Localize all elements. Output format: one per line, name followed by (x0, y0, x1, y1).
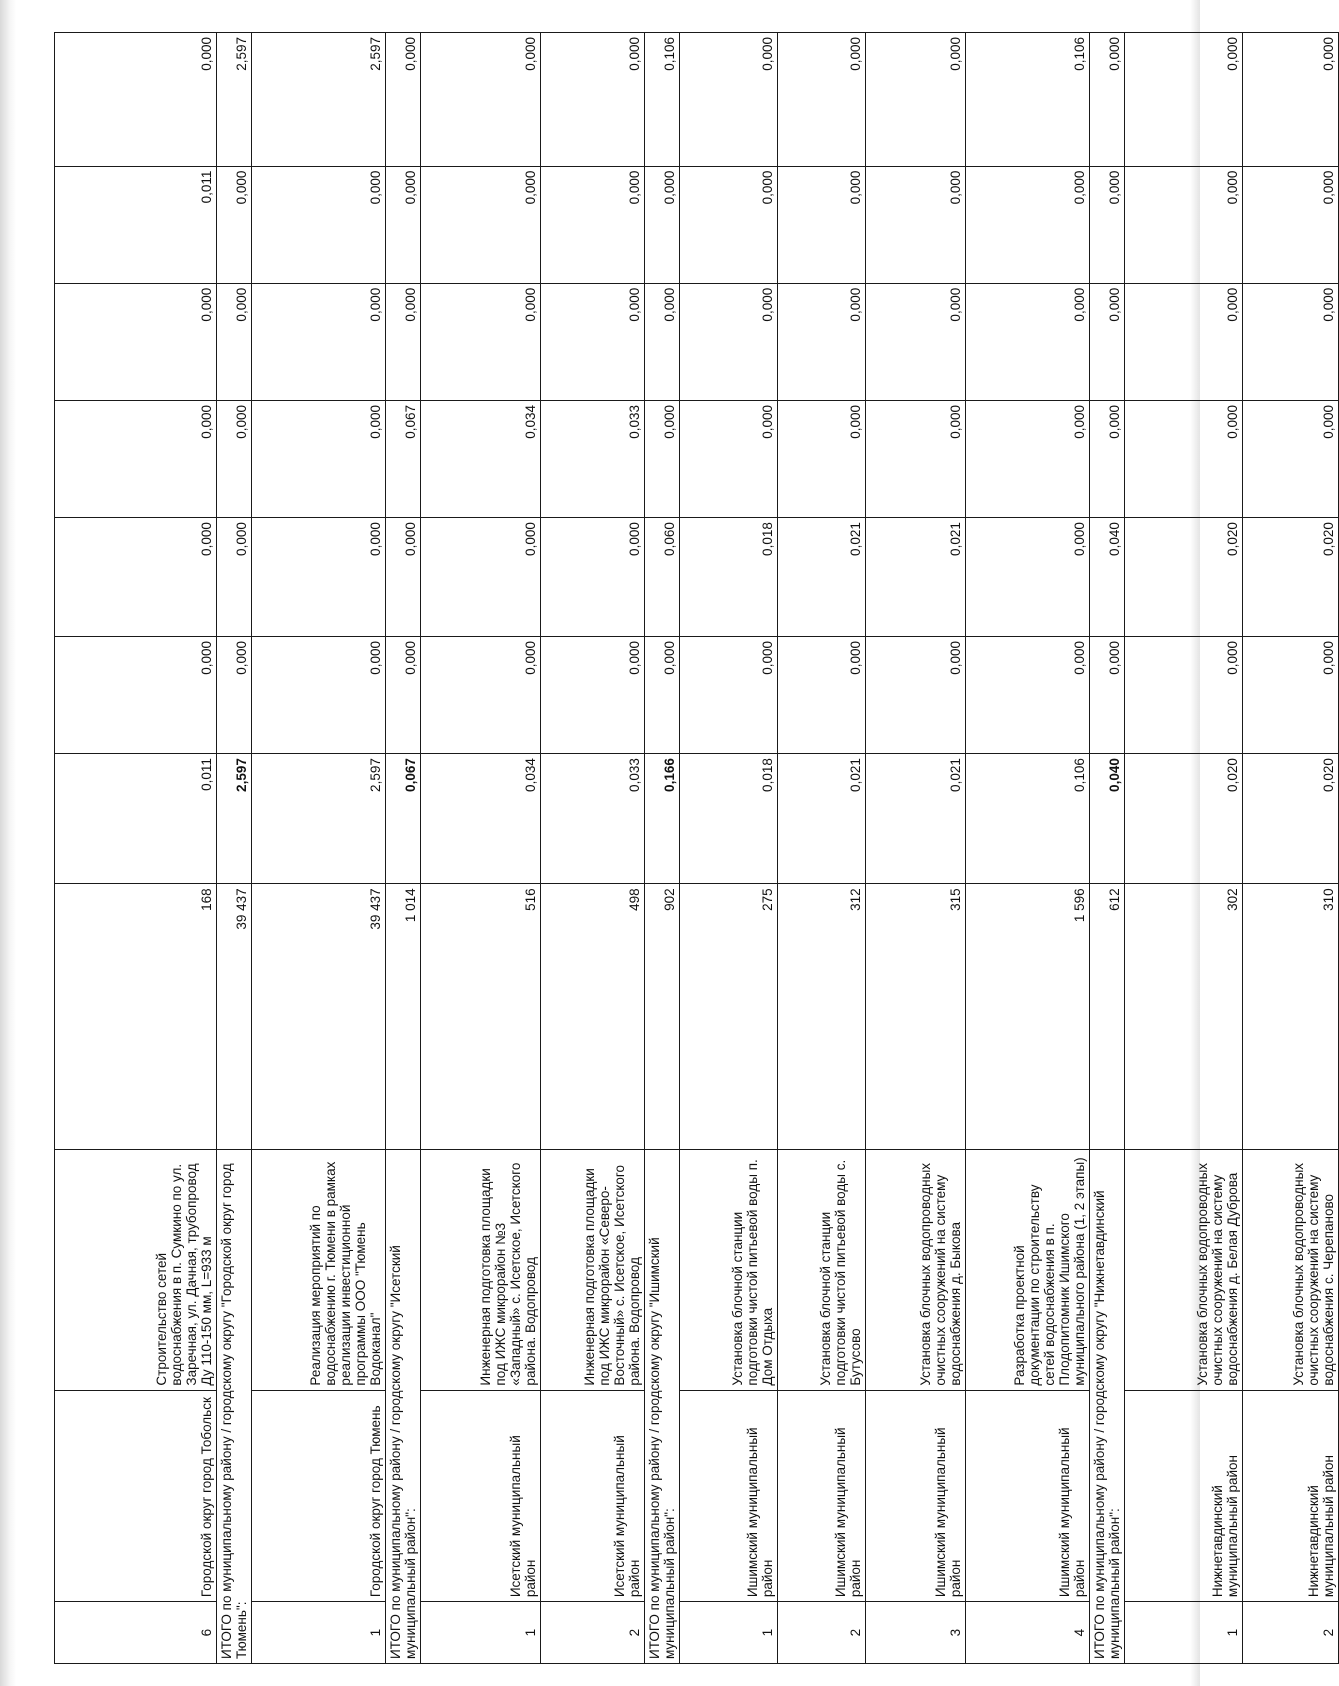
row-number-cell: 2 (541, 1602, 645, 1664)
value-cell-1: 0,040 (1090, 754, 1125, 884)
value-cell-5: 0,000 (252, 283, 386, 400)
value-cell-5: 0,000 (421, 283, 541, 400)
table-row (1243, 33, 1339, 1664)
value-cell-5: 0,000 (217, 283, 252, 400)
value-cell-3: 0,018 (680, 518, 778, 637)
district-cell: Исетский муниципальный район (541, 1390, 645, 1602)
length-cell: 312 (778, 884, 866, 1149)
district-cell: Городской округ город Тобольск (55, 1390, 217, 1602)
value-cell-1: 0,020 (1125, 754, 1243, 884)
district-cell: Ишимский муниципальный район (966, 1390, 1090, 1602)
value-cell-1: 0,067 (386, 754, 421, 884)
scan-edge-left (0, 0, 16, 1686)
value-cell-3: 0,000 (966, 518, 1090, 637)
total-label-cell: ИТОГО по муниципальному району / городскому округу "Исетский муниципальный район": (386, 1149, 421, 1663)
value-cell-3: 0,040 (1090, 518, 1125, 637)
value-cell-2: 0,000 (680, 636, 778, 753)
row-number-cell: 3 (866, 1602, 966, 1664)
value-cell-3: 0,000 (217, 518, 252, 637)
row-number-cell: 1 (252, 1602, 386, 1664)
measure-description-cell: Установка блочной станции подготовки чистой питьевой воды п. Дом Отдыха (680, 1149, 778, 1390)
value-cell-6: 0,000 (778, 166, 866, 283)
value-cell-4: 0,000 (1090, 400, 1125, 517)
measure-description-cell: Инженерная подготовка площадки под ИЖС микрорайон «Северо-Восточный» с. Исетское, Исетского района. Водопровод (541, 1149, 645, 1390)
length-cell: 516 (421, 884, 541, 1149)
total-row (1090, 33, 1125, 1664)
water-supply-table (54, 32, 1339, 1664)
table-row (966, 33, 1090, 1664)
value-cell-6: 0,000 (680, 166, 778, 283)
value-cell-3: 0,000 (252, 518, 386, 637)
value-cell-4: 0,000 (680, 400, 778, 517)
value-cell-4: 0,000 (1243, 400, 1339, 517)
value-cell-3: 0,021 (778, 518, 866, 637)
value-cell-5: 0,000 (866, 283, 966, 400)
row-number-cell: 1 (1125, 1602, 1243, 1664)
table-row (778, 33, 866, 1664)
value-cell-3: 0,021 (866, 518, 966, 637)
value-cell-7: 0,000 (541, 33, 645, 167)
value-cell-1: 0,166 (645, 754, 680, 884)
measure-description-cell: Разработка проектной документации по строительству сетей водоснабжения в п. Плодопитомник Ишимского муниципального района (1, 2 этапы) (966, 1149, 1090, 1390)
value-cell-3: 0,000 (55, 518, 217, 637)
district-cell: Исетский муниципальный район (421, 1390, 541, 1602)
measure-description-cell: Установка блочных водопроводных очистных сооружений на систему водоснабжения д. Белая Дуброва (1125, 1149, 1243, 1390)
district-cell: Нижнетавдинский муниципальный район (1125, 1390, 1243, 1602)
value-cell-2: 0,000 (1090, 636, 1125, 753)
value-cell-3: 0,000 (386, 518, 421, 637)
value-cell-5: 0,000 (541, 283, 645, 400)
value-cell-2: 0,000 (645, 636, 680, 753)
value-cell-2: 0,000 (966, 636, 1090, 753)
value-cell-5: 0,000 (1090, 283, 1125, 400)
value-cell-6: 0,000 (421, 166, 541, 283)
value-cell-1: 0,018 (680, 754, 778, 884)
value-cell-4: 0,067 (386, 400, 421, 517)
value-cell-3: 0,020 (1243, 518, 1339, 637)
value-cell-5: 0,000 (966, 283, 1090, 400)
value-cell-1: 0,033 (541, 754, 645, 884)
value-cell-2: 0,000 (217, 636, 252, 753)
value-cell-7: 0,106 (645, 33, 680, 167)
value-cell-6: 0,000 (1125, 166, 1243, 283)
value-cell-6: 0,000 (866, 166, 966, 283)
row-number-cell: 1 (680, 1602, 778, 1664)
value-cell-4: 0,000 (1125, 400, 1243, 517)
value-cell-2: 0,000 (866, 636, 966, 753)
value-cell-6: 0,000 (1243, 166, 1339, 283)
length-cell: 168 (55, 884, 217, 1149)
row-number-cell: 1 (421, 1602, 541, 1664)
table-row (866, 33, 966, 1664)
length-cell: 902 (645, 884, 680, 1149)
value-cell-7: 0,000 (386, 33, 421, 167)
measure-description-cell: Реализация мероприятий по водоснабжению г. Тюмени в рамках реализации инвестиционной программы ООО "Тюмень Водоканал" (252, 1149, 386, 1390)
value-cell-5: 0,000 (645, 283, 680, 400)
value-cell-7: 0,000 (778, 33, 866, 167)
measure-description-cell: Инженерная подготовка площадки под ИЖС микрорайон №3 «Западный» с. Исетское, Исетского района. Водопровод (421, 1149, 541, 1390)
rotated-table-page (54, 32, 1336, 1664)
value-cell-4: 0,000 (252, 400, 386, 517)
value-cell-4: 0,033 (541, 400, 645, 517)
length-cell: 1 596 (966, 884, 1090, 1149)
measure-description-cell: Установка блочных водопроводных очистных сооружений на систему водоснабжения с. Черепаново (1243, 1149, 1339, 1390)
value-cell-1: 0,011 (55, 754, 217, 884)
value-cell-1: 0,021 (866, 754, 966, 884)
value-cell-2: 0,000 (55, 636, 217, 753)
value-cell-3: 0,000 (541, 518, 645, 637)
value-cell-6: 0,000 (217, 166, 252, 283)
value-cell-7: 0,000 (421, 33, 541, 167)
value-cell-5: 0,000 (55, 283, 217, 400)
value-cell-5: 0,000 (1125, 283, 1243, 400)
length-cell: 39 437 (217, 884, 252, 1149)
value-cell-2: 0,000 (421, 636, 541, 753)
value-cell-7: 2,597 (252, 33, 386, 167)
value-cell-7: 0,000 (680, 33, 778, 167)
value-cell-7: 0,000 (1243, 33, 1339, 167)
row-number-cell: 4 (966, 1602, 1090, 1664)
total-row (645, 33, 680, 1664)
length-cell: 275 (680, 884, 778, 1149)
value-cell-1: 0,106 (966, 754, 1090, 884)
value-cell-7: 2,597 (217, 33, 252, 167)
value-cell-7: 0,000 (55, 33, 217, 167)
value-cell-6: 0,000 (386, 166, 421, 283)
value-cell-1: 0,034 (421, 754, 541, 884)
value-cell-2: 0,000 (1243, 636, 1339, 753)
total-label-cell: ИТОГО по муниципальному району / городскому округу "Ишимский муниципальный район": (645, 1149, 680, 1663)
value-cell-5: 0,000 (680, 283, 778, 400)
total-row (217, 33, 252, 1664)
value-cell-3: 0,020 (1125, 518, 1243, 637)
table-row (421, 33, 541, 1664)
measure-description-cell: Строительство сетей водоснабжения в п. Сумкино по ул. Заречная, ул. Дачная, трубопровод Ду 110-150 мм, L=933 м (55, 1149, 217, 1390)
value-cell-6: 0,000 (541, 166, 645, 283)
district-cell: Ишимский муниципальный район (866, 1390, 966, 1602)
value-cell-4: 0,000 (866, 400, 966, 517)
value-cell-2: 0,000 (778, 636, 866, 753)
value-cell-3: 0,060 (645, 518, 680, 637)
value-cell-4: 0,034 (421, 400, 541, 517)
length-cell: 302 (1125, 884, 1243, 1149)
value-cell-1: 0,020 (1243, 754, 1339, 884)
value-cell-6: 0,000 (1090, 166, 1125, 283)
table-row (252, 33, 386, 1664)
value-cell-2: 0,000 (541, 636, 645, 753)
length-cell: 1 014 (386, 884, 421, 1149)
value-cell-6: 0,000 (645, 166, 680, 283)
value-cell-4: 0,000 (645, 400, 680, 517)
value-cell-3: 0,000 (421, 518, 541, 637)
value-cell-4: 0,000 (966, 400, 1090, 517)
value-cell-7: 0,000 (1125, 33, 1243, 167)
table-row (680, 33, 778, 1664)
value-cell-1: 2,597 (252, 754, 386, 884)
value-cell-4: 0,000 (55, 400, 217, 517)
length-cell: 310 (1243, 884, 1339, 1149)
length-cell: 315 (866, 884, 966, 1149)
length-cell: 612 (1090, 884, 1125, 1149)
total-label-cell: ИТОГО по муниципальному району / городскому округу "Городской округ город Тюмень": (217, 1149, 252, 1663)
value-cell-7: 0,106 (966, 33, 1090, 167)
measure-description-cell: Установка блочных водопроводных очистных сооружений на систему водоснабжения д. Быкова (866, 1149, 966, 1390)
value-cell-6: 0,000 (966, 166, 1090, 283)
row-number-cell: 2 (778, 1602, 866, 1664)
value-cell-4: 0,000 (217, 400, 252, 517)
value-cell-1: 0,021 (778, 754, 866, 884)
length-cell: 39 437 (252, 884, 386, 1149)
length-cell: 498 (541, 884, 645, 1149)
value-cell-4: 0,000 (778, 400, 866, 517)
district-cell: Нижнетавдинский муниципальный район (1243, 1390, 1339, 1602)
value-cell-5: 0,000 (386, 283, 421, 400)
value-cell-5: 0,000 (778, 283, 866, 400)
measure-description-cell: Установка блочной станции подготовки чистой питьевой воды с. Бутусово (778, 1149, 866, 1390)
value-cell-2: 0,000 (386, 636, 421, 753)
value-cell-5: 0,000 (1243, 283, 1339, 400)
district-cell: Ишимский муниципальный район (680, 1390, 778, 1602)
table-row (541, 33, 645, 1664)
table-row (55, 33, 217, 1664)
district-cell: Ишимский муниципальный район (778, 1390, 866, 1602)
district-cell: Городской округ город Тюмень (252, 1390, 386, 1602)
value-cell-7: 0,000 (866, 33, 966, 167)
value-cell-6: 0,000 (252, 166, 386, 283)
value-cell-1: 2,597 (217, 754, 252, 884)
value-cell-2: 0,000 (1125, 636, 1243, 753)
row-number-cell: 6 (55, 1602, 217, 1664)
table-row (1125, 33, 1243, 1664)
value-cell-7: 0,000 (1090, 33, 1125, 167)
total-label-cell: ИТОГО по муниципальному району / городскому округу "Нижнетавдинский муниципальный район": (1090, 1149, 1125, 1663)
value-cell-6: 0,011 (55, 166, 217, 283)
value-cell-2: 0,000 (252, 636, 386, 753)
row-number-cell: 2 (1243, 1602, 1339, 1664)
total-row (386, 33, 421, 1664)
